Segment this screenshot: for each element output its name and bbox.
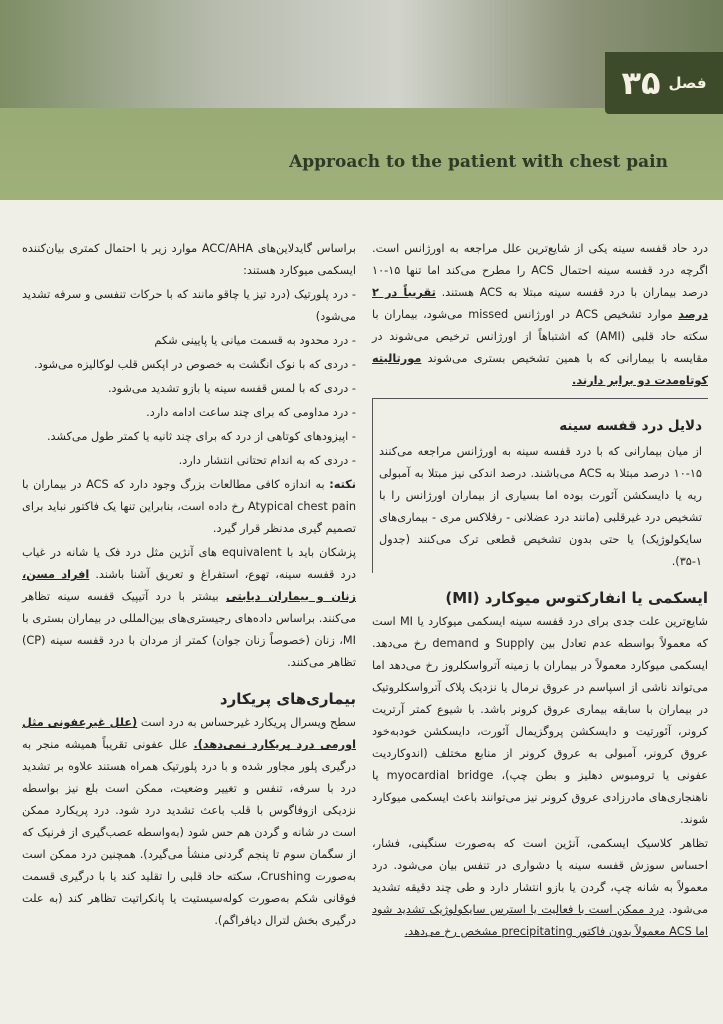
list-item: - دردی که با نوک انگشت به خصوص در اپکس قلب لوکالیزه می‌شود. — [34, 358, 356, 371]
mi-underlined: درد ممکن است با فعالیت یا استرس سایکولوژیک تشدید شود اما ACS معمولاً بدون فاکتور precipitating مشخص رخ می‌دهد. — [372, 903, 708, 938]
pericard-paragraph: سطح ویسرال پریکارد غیرحساس به درد است (علل غیرعفونی مثل اورمی درد پریکارد نمی‌دهد). علل عفونی تقریباً همیشه منجر به درگیری پلور مجاور شده و با درد پلورتیک همراه هستند علاوه بر تشدید درد با سرفه، تنفس و تغییر وضعیت، ممکن است بلع نیز بواسطه نزدیکی ازوفاگوس با قلب باعث تشدید درد شود. درد پریکارد ممکن است در شانه و گردن هم حس شود (به‌واسطه عصب‌گیری از فرنیک که از سگمان سوم تا پنجم گردنی منشأ می‌گیرد). همچنین درد ممکن است به‌صورت Crushing، سکته حاد قلبی را تقلید کند یا با درگیری قسمت فوقانی شکم به‌صورت کوله‌سیستیت یا پانکراتیت تظاهر کند (به علت درگیری بخش لترال دیافراگم). — [22, 716, 357, 927]
note-label: نکته: — [329, 478, 356, 491]
pericard-heading: بیماری‌های پریکارد — [219, 690, 356, 708]
causes-paragraph: از میان بیمارانی که با درد قفسه سینه به اورژانس مراجعه می‌کنند ۱۵-۱۰ درصد مبتلا به ACS می‌باشند. درصد اندکی نیز مبتلا به آمبولی ریه یا دایسکشن آئورت بوده اما بسیاری از بیماران اورژانس را با تشخیص درد غیرقلبی (مانند درد عضلانی - رفلاکس مری - بیماری‌های سایکولوژیک) یا حتی بدون تشخیص قطعی ترک می‌کنند (جدول ۱-۳۵). — [379, 445, 702, 568]
list-item: - درد مداومی که برای چند ساعت ادامه دارد. — [146, 406, 356, 419]
mi-paragraph: شایع‌ترین علت جدی برای درد قفسه سینه ایسکمی میوکارد یا MI است که معمولاً بواسطه عدم تعادل بین Supply و demand رخ می‌دهد. ایسکمی میوکارد معمولاً در بیماران با زمینه آترواسکلروز رخ می‌دهد اما می‌تواند ناشی از اسپاسم در عروق نرمال یا نزدیک پلاک آترواسکلروتیک در بیماران با سابقه بیماری عروق کرونر باشد. با شیوع کمتر آرتریت کرونر، آئورتیت و دایسکشن پروگزیمال آئورت، دایسکشن خودبه‌خود عروق کرونر، آمبولی به عروق کرونر از منابع مختلف (اندوکاردیت عفونی یا ترومبوس دهلیز و بطن چپ)، myocardial bridge یا ناهنجاری‌های مادرزادی عروق کرونر نیز می‌توانند باعث ایسکمی میوکارد شوند. — [372, 615, 709, 826]
intro-underlined: تقریباً در ۲ درصد — [372, 286, 708, 321]
list-item: - درد محدود به قسمت میانی یا پایینی شکم — [154, 334, 356, 347]
causes-heading: دلایل درد قفسه سینه — [559, 418, 702, 434]
chapter-badge — [605, 52, 723, 114]
equivalent-paragraph: پزشکان باید با equivalent های آنژین مثل درد فک یا شانه در غیاب درد قفسه سینه، تهوع، استفراغ و تعریق آشنا باشند. افراد مسن، زنان و بیماران دیابتی بیشتر با درد آتیپیک قفسه سینه تظاهر می‌کنند. براساس داده‌های رجیستری‌های بین‌المللی در بیماران بستری با MI، زنان (خصوصاً زنان جوان) کمتر از مردان با درد قفسه سینه (CP) تظاهر می‌کنند. — [22, 546, 356, 669]
list-item: - اپیزودهای کوتاهی از درد که برای چند ثانیه یا کمتر طول می‌کشد. — [46, 430, 356, 443]
note-paragraph: نکته: به اندازه کافی مطالعات بزرگ وجود دارد که ACS در بیماران با Atypical chest pain رخ داده است، بنابراین تنها یک فاکتور نباید برای تصمیم گیری مدنظر قرار گیرد. — [22, 478, 357, 535]
chapter-number: ۳۵ — [621, 64, 661, 102]
chapter-label: فصل — [668, 74, 707, 92]
intro-paragraph: درد حاد قفسه سینه یکی از شایع‌ترین علل مراجعه به اورژانس است. اگرچه درد قفسه سینه احتمال ACS را مطرح می‌کند اما تنها ۱۵-۱۰ درصد بیماران با درد قفسه سینه مبتلا به ACS هستند. تقریباً در ۲ درصد موارد تشخیص ACS در اورژانس missed می‌شود، بیماران با سکته حاد قلبی (AMI) که اشتباهاً از اورژانس ترخیص می‌شوند در مقایسه با بیمارانی که با همین تشخیص بستری می‌شوند مورتالیته کوتاه‌مدت دو برابر دارند. — [372, 242, 709, 387]
mi-paragraph-2: تظاهر کلاسیک ایسکمی، آنژین است که به‌صورت سنگینی، فشار، احساس سوزش قفسه سینه یا دشواری در تنفس بیان می‌شود. درد معمولاً به شانه چپ، گردن یا بازو انتشار دارد و طی چند دقیقه تشدید می‌شود. درد ممکن است با فعالیت یا استرس سایکولوژیک تشدید شود اما ACS معمولاً بدون فاکتور precipitating مشخص رخ می‌دهد. — [372, 837, 708, 938]
intro-end-underlined: مورتالیته کوتاه‌مدت دو برابر دارند. — [372, 352, 708, 387]
list-item: - درد پلورتیک (درد تیز یا چاقو مانند که با حرکات تنفسی و سرفه تشدید می‌شود) — [22, 288, 356, 323]
causes-section — [372, 398, 708, 573]
list-item: - دردی که با لمس قفسه سینه یا بازو تشدید می‌شود. — [107, 382, 356, 395]
chapter-title: Approach to the patient with chest pain — [289, 152, 668, 172]
left-column — [22, 238, 356, 934]
right-column — [372, 238, 708, 945]
pericard-bold: (علل غیرعفونی مثل اورمی درد پریکارد نمی‌دهد). — [22, 716, 356, 751]
list-item: - دردی که به اندام تحتانی انتشار دارد. — [178, 454, 356, 467]
guideline-intro: براساس گایدلاین‌های ACC/AHA موارد زیر با احتمال کمتری بیان‌کننده ایسکمی میوکارد هستند: — [22, 242, 356, 277]
equivalent-bold: افراد مسن، زنان و بیماران دیابتی — [22, 568, 356, 603]
mi-heading: ایسکمی یا انفارکتوس میوکارد (MI) — [445, 589, 708, 607]
